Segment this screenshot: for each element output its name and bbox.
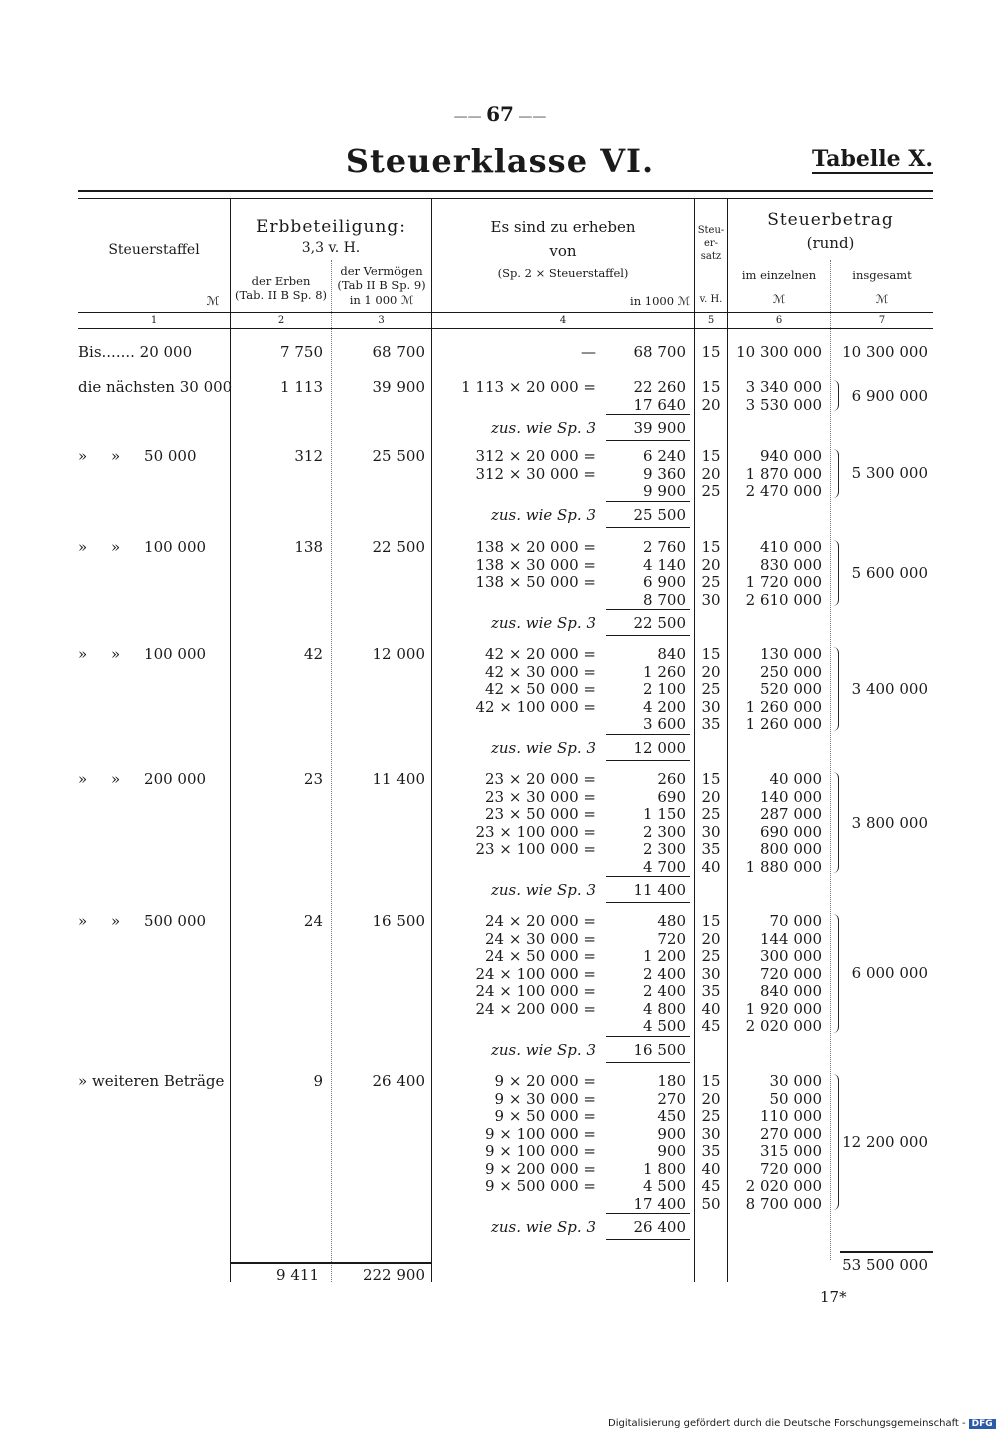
calc-expression: 23 × 30 000 = [484,787,596,806]
col5-line3: satz [700,251,722,262]
single-amount: 50 000 [769,1089,822,1108]
calc-result: 2 400 [643,964,686,983]
col2-ref: (Tab. II B Sp. 8) [235,288,327,303]
rate-value: 20 [701,464,721,483]
row-label: » » 100 000 [78,538,207,556]
calc-result: 260 [657,770,686,788]
rate-value: 35 [701,715,721,733]
col4-header-line3: (Sp. 2 × Steuerstaffel) [497,266,629,280]
calc-result: 17 400 [633,1194,686,1213]
calc-expression: 312 × 20 000 = [475,447,596,465]
single-amount: 10 300 000 [736,343,822,361]
colno-4: 4 [559,315,567,326]
sum-underline [606,1062,690,1063]
sum-label: zus. wie Sp. 3 [490,738,596,757]
rate-value: 30 [701,697,721,716]
top-rule [78,190,933,192]
single-amount: 144 000 [759,929,822,948]
rate-value: 40 [701,999,721,1018]
sum-label: zus. wie Sp. 3 [490,1218,596,1236]
calc-result: 480 [657,912,686,930]
sum-underline [606,527,690,528]
group-total: 10 300 000 [842,342,928,361]
colno-5: 5 [707,315,715,326]
col2-header [231,274,331,303]
erben-value: 9 [313,1072,323,1090]
col4-unit: in 1000 ℳ [630,294,690,308]
calc-result: 900 [657,1142,686,1160]
col5-line2: er- [703,238,719,249]
sum-rule [606,876,690,877]
col3-ref: (Tab II B Sp. 9) [337,278,426,293]
rate-value: 30 [701,964,721,983]
single-amount: 110 000 [759,1107,822,1125]
row-label: » » 50 000 [78,447,197,465]
rate-value: 40 [701,857,721,876]
vermoegen-value: 26 400 [372,1072,425,1090]
sum-value: 11 400 [633,881,686,899]
calc-result: 4 200 [643,697,686,716]
rate-value: 20 [701,929,721,948]
row-label: » » 100 000 [78,645,207,663]
grand-total: 53 500 000 [842,1256,928,1274]
single-amount: 3 530 000 [745,395,822,414]
single-amount: 70 000 [769,912,822,930]
header-bottom-rule [78,312,933,313]
calc-result: 900 [657,1124,686,1143]
rate-value: 25 [701,573,721,591]
single-amount: 130 000 [759,645,822,663]
calc-result: 17 640 [633,395,686,414]
brace-icon [830,380,839,411]
vermoegen-value: 39 900 [372,378,425,396]
total-vermoegen: 222 900 [362,1266,425,1284]
erb-group-header: Erbbeteiligung: [256,217,406,237]
brace-icon [830,772,839,873]
sum-value: 25 500 [633,505,686,524]
group-total: 5 300 000 [851,464,928,483]
single-amount: 1 880 000 [745,857,822,876]
single-amount: 800 000 [759,840,822,858]
single-amount: 1 260 000 [745,697,822,716]
single-amount: 1 720 000 [745,573,822,591]
single-amount: 270 000 [759,1124,822,1143]
calc-expression: 24 × 30 000 = [484,929,596,948]
calc-result: 840 [657,645,686,663]
group-total: 3 400 000 [851,679,928,698]
col7-unit: ℳ [875,292,889,306]
row-label: » » 200 000 [78,770,207,788]
colno-6: 6 [775,315,783,326]
brace-icon [830,540,839,606]
sum-label: zus. wie Sp. 3 [490,505,596,524]
page-number-value: 67 [486,102,514,126]
sum-label: zus. wie Sp. 3 [490,614,596,632]
col4-header-line2: von [549,242,577,260]
total-erben: 9 411 [276,1266,319,1284]
calc-result: 4 800 [643,999,686,1018]
sum-value: 39 900 [633,419,686,437]
col5-line1: Steu- [697,225,725,236]
rate-value: 15 [701,378,721,396]
sum-value: 12 000 [633,738,686,757]
single-amount: 2 020 000 [745,1017,822,1035]
page-title: Steuerklasse VI. [345,142,655,180]
erb-percent: 3,3 v. H. [301,240,361,256]
calc-expression: 138 × 20 000 = [475,538,596,556]
sum-value: 16 500 [633,1040,686,1059]
grand-total-rule [840,1251,933,1253]
sum-rule [606,734,690,735]
calc-result: 2 400 [643,982,686,1000]
calc-result: 68 700 [633,343,686,361]
calc-expression: 24 × 50 000 = [484,947,596,965]
rate-value: 35 [701,840,721,858]
calc-expression: 1 113 × 20 000 = [461,378,596,396]
calc-result: 720 [657,929,686,948]
sum-underline [606,1239,690,1240]
row-label: Bis....... 20 000 [78,343,193,361]
rate-value: 25 [701,947,721,965]
signature-mark: 17* [820,1288,847,1306]
calc-expression: 23 × 100 000 = [475,822,596,841]
calc-result: 8 700 [643,590,686,609]
single-amount: 140 000 [759,787,822,806]
totals-rule [231,1262,431,1264]
steuer-group-header: Steuerbetrag [767,210,894,230]
rate-value: 25 [701,680,721,698]
calc-result: 9 900 [643,482,686,500]
calc-expression: 24 × 20 000 = [484,912,596,930]
col2-title: der Erben [251,274,311,288]
erben-value: 312 [294,447,323,465]
top-rule-thin [78,198,933,199]
colno-2: 2 [277,315,285,326]
sum-rule [606,609,690,610]
rate-value: 40 [701,1159,721,1178]
rate-value: 15 [701,447,721,465]
calc-result: 450 [657,1107,686,1125]
single-amount: 1 920 000 [745,999,822,1018]
group-total: 5 600 000 [851,564,928,582]
col1-unit: ℳ [206,294,220,308]
brace-icon [830,647,839,731]
calc-result: 9 360 [643,464,686,483]
footer-credit [608,1418,996,1429]
calc-expression: 9 × 20 000 = [494,1072,596,1090]
single-amount: 3 340 000 [745,378,822,396]
dfg-logo: DFG [969,1419,996,1429]
calc-result: 6 900 [643,573,686,591]
single-amount: 940 000 [759,447,822,465]
col5-header [695,224,727,263]
calc-result: 2 100 [643,680,686,698]
rate-value: 30 [701,1124,721,1143]
sum-underline [606,902,690,903]
vermoegen-value: 11 400 [372,770,425,788]
row-label: » weiteren Beträge [78,1072,225,1090]
vermoegen-value: 16 500 [372,912,425,930]
calc-expression: 9 × 50 000 = [494,1107,596,1125]
col3-header [332,264,431,307]
rate-value: 20 [701,662,721,681]
colno-7: 7 [878,315,886,326]
colno-3: 3 [378,315,385,326]
colno-rule [78,328,933,329]
calc-expression: 23 × 50 000 = [484,805,596,823]
rate-value: 25 [701,805,721,823]
calc-expression: — [581,343,596,361]
erben-value: 24 [303,912,323,930]
calc-expression: 23 × 100 000 = [475,840,596,858]
colno-1: 1 [150,315,158,326]
sum-rule [606,501,690,502]
calc-expression: 23 × 20 000 = [484,770,596,788]
sum-value: 22 500 [633,614,686,632]
col1-header: Steuerstaffel [108,242,200,258]
rate-value: 30 [701,822,721,841]
erben-value: 42 [303,645,323,663]
single-amount: 1 870 000 [745,464,822,483]
sum-rule [606,1036,690,1037]
single-amount: 30 000 [769,1072,822,1090]
calc-result: 2 300 [643,840,686,858]
sum-underline [606,760,690,761]
single-amount: 2 470 000 [745,482,822,500]
single-amount: 840 000 [759,982,822,1000]
calc-result: 4 140 [643,555,686,574]
col5-unit: v. H. [699,294,723,305]
calc-expression: 138 × 50 000 = [475,573,596,591]
rate-value: 35 [701,982,721,1000]
calc-expression: 24 × 100 000 = [475,982,596,1000]
group-total: 6 000 000 [851,964,928,983]
col6-unit: ℳ [772,292,786,306]
sum-label: zus. wie Sp. 3 [490,881,596,899]
calc-result: 1 150 [643,805,686,823]
calc-expression: 312 × 30 000 = [475,464,596,483]
calc-expression: 24 × 200 000 = [475,999,596,1018]
group-total: 3 800 000 [851,813,928,832]
single-amount: 287 000 [759,805,822,823]
calc-result: 4 700 [643,857,686,876]
calc-result: 4 500 [643,1017,686,1035]
single-amount: 315 000 [759,1142,822,1160]
single-amount: 2 020 000 [745,1177,822,1195]
calc-expression: 24 × 100 000 = [475,964,596,983]
rate-value: 45 [701,1017,721,1035]
col4-header-line1: Es sind zu erheben [490,218,636,236]
calc-result: 1 200 [643,947,686,965]
calc-result: 2 300 [643,822,686,841]
single-amount: 720 000 [759,964,822,983]
calc-expression: 42 × 100 000 = [475,697,596,716]
table-reference: Tabelle X. [812,146,933,172]
calc-expression: 42 × 20 000 = [484,645,596,663]
sum-rule [606,414,690,415]
calc-result: 1 260 [643,662,686,681]
rate-value: 20 [701,555,721,574]
calc-expression: 42 × 50 000 = [484,680,596,698]
calc-result: 690 [657,787,686,806]
brace-icon [830,1074,839,1210]
rate-value: 15 [701,645,721,663]
calc-expression: 9 × 200 000 = [484,1159,596,1178]
calc-expression: 9 × 500 000 = [484,1177,596,1195]
rate-value: 15 [701,912,721,930]
brace-icon [830,914,839,1033]
rate-value: 20 [701,1089,721,1108]
brace-icon [830,449,839,498]
calc-expression: 9 × 100 000 = [484,1124,596,1143]
sum-label: zus. wie Sp. 3 [490,419,596,437]
erben-value: 23 [303,770,323,788]
steuer-sub-header: (rund) [806,234,855,252]
rate-value: 15 [701,538,721,556]
group-total: 6 900 000 [851,386,928,405]
col3-title: der Vermögen [340,264,423,278]
single-amount: 830 000 [759,555,822,574]
single-amount: 520 000 [759,680,822,698]
col7-header: insgesamt [852,268,912,282]
calc-expression: 138 × 30 000 = [475,555,596,574]
page-number: —— 67 —— [453,102,547,126]
rate-value: 35 [701,1142,721,1160]
col-divider-3 [431,198,432,1282]
sum-rule [606,1213,690,1214]
vermoegen-value: 25 500 [372,447,425,465]
row-label: die nächsten 30 000 [78,378,233,396]
calc-result: 6 240 [643,447,686,465]
calc-result: 270 [657,1089,686,1108]
vermoegen-value: 12 000 [372,645,425,663]
sum-underline [606,635,690,636]
group-total: 12 200 000 [842,1133,928,1151]
rate-value: 20 [701,395,721,414]
calc-result: 2 760 [643,538,686,556]
single-amount: 40 000 [769,770,822,788]
sum-label: zus. wie Sp. 3 [490,1040,596,1059]
rate-value: 45 [701,1177,721,1195]
rate-value: 15 [701,343,721,361]
calc-result: 22 260 [633,378,686,396]
footer-text: Digitalisierung gefördert durch die Deutsche Forschungsgemeinschaft - [608,1418,966,1429]
rate-value: 15 [701,1072,721,1090]
rate-value: 50 [701,1194,721,1213]
calc-expression: 42 × 30 000 = [484,662,596,681]
single-amount: 8 700 000 [745,1194,822,1213]
erben-value: 138 [294,538,323,556]
single-amount: 720 000 [759,1159,822,1178]
single-amount: 250 000 [759,662,822,681]
calc-expression: 9 × 100 000 = [484,1142,596,1160]
vermoegen-value: 22 500 [372,538,425,556]
single-amount: 300 000 [759,947,822,965]
rate-value: 30 [701,590,721,609]
erben-value: 7 750 [280,343,323,361]
col6-header: im einzelnen [741,268,817,282]
sum-value: 26 400 [633,1218,686,1236]
rate-value: 20 [701,787,721,806]
calc-result: 3 600 [643,715,686,733]
vermoegen-value: 68 700 [372,343,425,361]
erben-value: 1 113 [280,378,323,396]
sum-underline [606,440,690,441]
single-amount: 2 610 000 [745,590,822,609]
rate-value: 25 [701,1107,721,1125]
rate-value: 25 [701,482,721,500]
row-label: » » 500 000 [78,912,207,930]
single-amount: 1 260 000 [745,715,822,733]
calc-result: 1 800 [643,1159,686,1178]
single-amount: 410 000 [759,538,822,556]
calc-result: 180 [657,1072,686,1090]
calc-expression: 9 × 30 000 = [494,1089,596,1108]
rate-value: 15 [701,770,721,788]
single-amount: 690 000 [759,822,822,841]
calc-result: 4 500 [643,1177,686,1195]
col3-unit: in 1 000 ℳ [349,292,414,307]
